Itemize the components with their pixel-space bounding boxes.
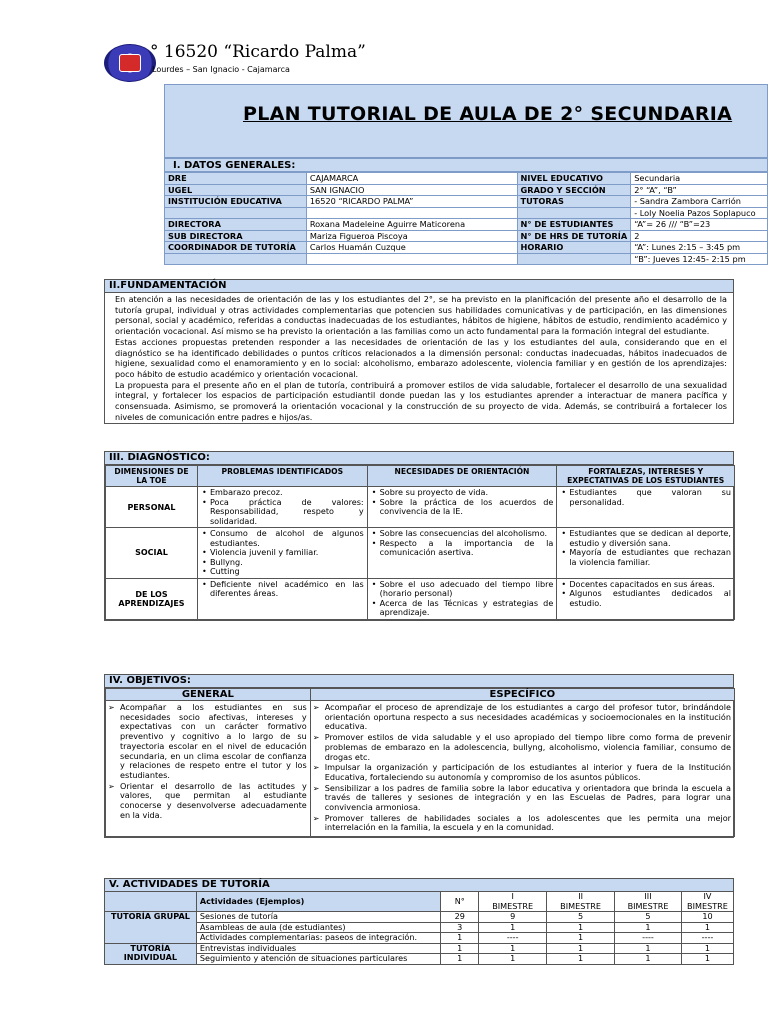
bimestre-label: BIMESTRE [627,900,669,911]
actividades-col-header: Actividades (Ejemplos) [196,892,440,912]
logo-emblem-icon [119,54,141,72]
actividades-row [105,943,734,954]
actividades-row [105,933,734,944]
datos-label: UGEL [165,184,307,196]
datos-row [165,184,768,196]
list-item: • Sobre la práctica de los acuerdos de convivencia de la IE. [371,498,554,517]
list-item: • Docentes capacitados en sus áreas. [560,580,731,590]
diagnostico-list [201,488,364,526]
list-item: • Sobre el uso adecuado del tiempo libre (horario personal) [371,580,554,599]
datos-label: SUB DIRECTORA [165,230,307,242]
list-item: • Consumo de alcohol de algunos estudiantes. [201,529,364,548]
page-title: PLAN TUTORIAL DE AULA DE 2° SECUNDARIA [243,103,733,125]
fundamentacion-section [104,279,734,424]
actividades-group: TUTORÍA INDIVIDUAL [105,943,197,964]
diagnostico-col-header: FORTALEZAS, INTERESES Y EXPECTATIVAS DE LOS ESTUDIANTES [557,466,735,487]
bimestre-label: BIMESTRE [560,900,602,911]
list-item: • Cutting [201,567,364,577]
bimestre-number: III [644,891,652,901]
bimestre-label: BIMESTRE [687,900,728,911]
diagnostico-list [560,488,731,507]
fundamentacion-body [105,293,733,423]
actividades-table [104,891,734,965]
datos-label: NIVEL EDUCATIVO [517,173,631,185]
diagnostico-row [106,578,735,619]
actividad-value: 1 [615,943,682,954]
diagnostico-list [371,529,554,558]
actividad-value: 1 [479,922,547,933]
fundamentacion-paragraph: Estas acciones propuestas pretenden responder a las necesidades de orientación de las y los estudiantes del aula, considerando que en el diagnóstico se ha identificado debilidades o puntos críticos relacionados a la dimensión personal: conductas inadecuadas, hábitos inadecuados de higiene, sexualidad como el enamoramiento y en lo social: alcoholismo, embarazo adolescente, violencia familiar y en gestión de los aprendizajes: poco hábito de estudio académico y orientación vocacional. [115,336,727,379]
objetivo-especifico-item: ➢ Promover talleres de habilidades sociales a los adolescentes que les permita una mejor interrelación en la familia, la escuela y en la comunidad. [311,814,731,833]
objetivo-especifico-item: ➢ Acompañar el proceso de aprendizaje de los estudiantes a cargo del profesor tutor, brindándole orientación oportuna respecto a sus necesidades académicas y socioemocionales en la institución educativa. [311,703,731,732]
datos-value: “A”= 26 /// “B”=23 [631,219,768,231]
datos-label: TUTORAS [517,196,631,208]
datos-label [517,253,631,265]
actividades-row [105,912,734,923]
diagnostico-dimension: DE LOS APRENDIZAJES [106,578,198,619]
diagnostico-heading: III. DIAGNÓSTICO: [105,452,733,465]
bimestre-header [681,892,733,912]
datos-value: - Loly Noelia Pazos Soplapuco [631,207,768,219]
actividades-row [105,922,734,933]
actividad-value: 1 [441,954,479,965]
list-item: • Estudiantes que se dedican al deporte, estudio y diversión sana. [560,529,731,548]
school-logo [104,44,156,82]
actividad-value: 1 [547,933,615,944]
bimestre-number: I [511,891,514,901]
actividad-value: 5 [547,912,615,923]
actividades-section [104,878,734,965]
diagnostico-row [106,528,735,579]
diagnostico-list [560,529,731,567]
datos-label [165,253,307,265]
list-item: • Bullyng. [201,558,364,568]
datos-row [165,207,768,219]
datos-label [165,207,307,219]
list-item: • Estudiantes que valoran su personalidad. [560,488,731,507]
objetivos-general-header: GENERAL [106,689,311,701]
datos-value [306,207,517,219]
diagnostico-list [560,580,731,609]
datos-value: 2 [631,230,768,242]
datos-value: “A”: Lunes 2:15 – 3:45 pm [631,242,768,254]
datos-row [165,219,768,231]
diagnostico-list [201,580,364,599]
diagnostico-table [105,465,735,620]
list-item: • Mayoría de estudiantes que rechazan la violencia familiar. [560,548,731,567]
fundamentacion-paragraph: En atención a las necesidades de orientación de las y los estudiantes del 2°, se ha previsto en la planificación del presente año el desarrollo de la tutoría grupal, individual y otras actividades complementarias que potencien sus habilidades comunicativas y de participación, en las dimensiones personal, social y académico, referidas a conductas inadecuadas de los estudiantes, hábitos de higiene, hábitos de estudio, rendimiento académico y orientación vocacional. Así mismo se ha previsto la orientación a las familias como un acto fundamental para la formación integral del estudiante. [115,294,727,337]
list-item: • Violencia juvenil y familiar. [201,548,364,558]
actividades-heading: V. ACTIVIDADES DE TUTORÍA [104,878,734,891]
actividades-group: TUTORÍA GRUPAL [105,912,197,944]
actividad-value: 1 [547,954,615,965]
datos-value: 16520 “RICARDO PALMA” [306,196,517,208]
school-location: Lourdes – San Ignacio - Cajamarca [152,65,290,74]
list-item: • Algunos estudiantes dedicados al estudio. [560,589,731,608]
objetivo-general-item: ➢ Acompañar a los estudiantes en sus necesidades socio afectivas, intereses y expectativas con un carácter formativo preventivo y cognitivo a lo largo de su trayectoria escolar en el nivel de educación secundaria, en un clima escolar de confianza y relaciones de respeto entre el tutor y los estudiantes. [106,703,307,781]
actividad-value: 1 [615,954,682,965]
actividades-corner [105,892,197,912]
list-item: • Embarazo precoz. [201,488,364,498]
datos-value: Roxana Madeleine Aguirre Maticorena [306,219,517,231]
datos-value: “B”: Jueves 12:45- 2:15 pm [631,253,768,265]
diagnostico-col-header: DIMENSIONES DE LA TOE [106,466,198,487]
datos-value: 2° “A”, “B” [631,184,768,196]
bimestre-header [615,892,682,912]
diagnostico-problemas-cell [197,487,367,528]
actividad-name: Seguimiento y atención de situaciones particulares [196,954,440,965]
diagnostico-problemas-cell [197,578,367,619]
actividad-value: 29 [441,912,479,923]
list-item: • Deficiente nivel académico en las diferentes áreas. [201,580,364,599]
actividad-value: ---- [615,933,682,944]
diagnostico-col-header: PROBLEMAS IDENTIFICADOS [197,466,367,487]
actividad-name: Actividades complementarias: paseos de integración. [196,933,440,944]
datos-generales-heading: I. DATOS GENERALES: [164,158,768,172]
bimestre-header [479,892,547,912]
objetivo-general-item: ➢ Orientar el desarrollo de las actitudes y valores, que permitan al estudiante conocerse y desenvolverse adecuadamente en la vida. [106,782,307,821]
datos-value: - Sandra Zambora Carrión [631,196,768,208]
actividades-header-row [105,892,734,912]
actividad-value: 1 [681,943,733,954]
datos-label: HORARIO [517,242,631,254]
datos-value: Mariza Figueroa Piscoya [306,230,517,242]
actividad-value: 1 [441,933,479,944]
datos-generales-section [164,158,768,264]
diagnostico-necesidades-cell [367,578,557,619]
objetivos-especifico-header: ESPECÍFICO [310,689,734,701]
list-item: • Sobre su proyecto de vida. [371,488,554,498]
diagnostico-col-header: NECESIDADES DE ORIENTACIÓN [367,466,557,487]
datos-label: N° DE HRS DE TUTORÍA [517,230,631,242]
diagnostico-section [104,451,734,621]
datos-value: SAN IGNACIO [306,184,517,196]
actividad-value: 1 [441,943,479,954]
diagnostico-problemas-cell [197,528,367,579]
actividad-value: 1 [615,922,682,933]
actividades-n-header: N° [441,892,479,912]
diagnostico-fortalezas-cell [557,578,735,619]
actividad-value: 9 [479,912,547,923]
actividad-value: 10 [681,912,733,923]
actividad-value: ---- [479,933,547,944]
bimestre-label: BIMESTRE [492,900,534,911]
actividad-value: 3 [441,922,479,933]
datos-label: COORDINADOR DE TUTORÍA [165,242,307,254]
diagnostico-necesidades-cell [367,528,557,579]
datos-row [165,230,768,242]
school-name: ° 16520 “Ricardo Palma” [150,42,366,62]
datos-value: Carlos Huamán Cuzque [306,242,517,254]
datos-label: N° DE ESTUDIANTES [517,219,631,231]
datos-value: CAJAMARCA [306,173,517,185]
actividad-name: Asambleas de aula (de estudiantes) [196,922,440,933]
actividades-row [105,954,734,965]
fundamentacion-heading: II.FUNDAMENTACIÓN [105,280,733,293]
diagnostico-dimension: SOCIAL [106,528,198,579]
list-item: • Acerca de las Técnicas y estrategias de aprendizaje. [371,599,554,618]
datos-label [517,207,631,219]
diagnostico-list [371,580,554,618]
actividad-value: 1 [479,954,547,965]
diagnostico-row [106,487,735,528]
datos-row [165,196,768,208]
actividad-value: 1 [681,954,733,965]
datos-label: GRADO Y SECCIÓN [517,184,631,196]
bimestre-header [547,892,615,912]
list-item: • Sobre las consecuencias del alcoholismo. [371,529,554,539]
datos-row [165,173,768,185]
datos-generales-table [164,172,768,265]
datos-value: Secundaria [631,173,768,185]
list-item: • Respecto a la importancia de la comunicación asertiva. [371,539,554,558]
diagnostico-dimension: PERSONAL [106,487,198,528]
datos-row [165,253,768,265]
objetivos-section [104,674,734,838]
actividad-name: Sesiones de tutoría [196,912,440,923]
bimestre-number: IV [703,891,712,901]
actividad-value: 1 [547,922,615,933]
actividad-name: Entrevistas individuales [196,943,440,954]
datos-label: INSTITUCIÓN EDUCATIVA [165,196,307,208]
datos-value [306,253,517,265]
datos-row [165,242,768,254]
diagnostico-fortalezas-cell [557,487,735,528]
datos-label: DIRECTORA [165,219,307,231]
list-item: • Poca práctica de valores: Responsabilidad, respeto y solidaridad. [201,498,364,527]
fundamentacion-paragraph: La propuesta para el presente año en el plan de tutoría, contribuirá a promover estilos de vida saludable, fortalecer el desarrollo de una sexualidad integral, y fortalecer los espacios de participación estudiantil donde puedan las y los estudiantes aprender a interactuar de manera pacífica y consensuada. Asimismo, se promoverá la orientación vocacional y la construcción de su proyecto de vida. Además, se contribuirá a fortalecer los niveles de comunicación entre padres e hijos/as. [115,379,727,422]
actividad-value: 1 [681,922,733,933]
title-box [164,84,768,158]
bimestre-number: II [578,891,583,901]
objetivos-heading: IV. OBJETIVOS: [105,675,733,688]
diagnostico-fortalezas-cell [557,528,735,579]
actividad-value: 5 [615,912,682,923]
actividad-value: 1 [479,943,547,954]
diagnostico-necesidades-cell [367,487,557,528]
objetivo-especifico-item: ➢ Sensibilizar a los padres de familia sobre la labor educativa y orientadora que brinda la escuela a través de talleres y sesiones de integración y en las Escuelas de Padres, para lograr una convivencia armoniosa. [311,784,731,813]
diagnostico-list [201,529,364,577]
objetivo-especifico-item: ➢ Promover estilos de vida saludable y el uso apropiado del tiempo libre como forma de prevenir problemas de embarazo en la adolescencia, bullyng, alcoholismo, violencia familiar, consumo de drogas etc. [311,733,731,762]
actividad-value: ---- [681,933,733,944]
objetivos-table [105,688,735,837]
objetivo-especifico-item: ➢ Impulsar la organización y participación de los estudiantes al interior y fuera de la Institución Educativa, fortaleciendo su autonomía y compromiso de los asuntos públicos. [311,763,731,782]
diagnostico-list [371,488,554,517]
actividad-value: 1 [547,943,615,954]
datos-label: DRE [165,173,307,185]
